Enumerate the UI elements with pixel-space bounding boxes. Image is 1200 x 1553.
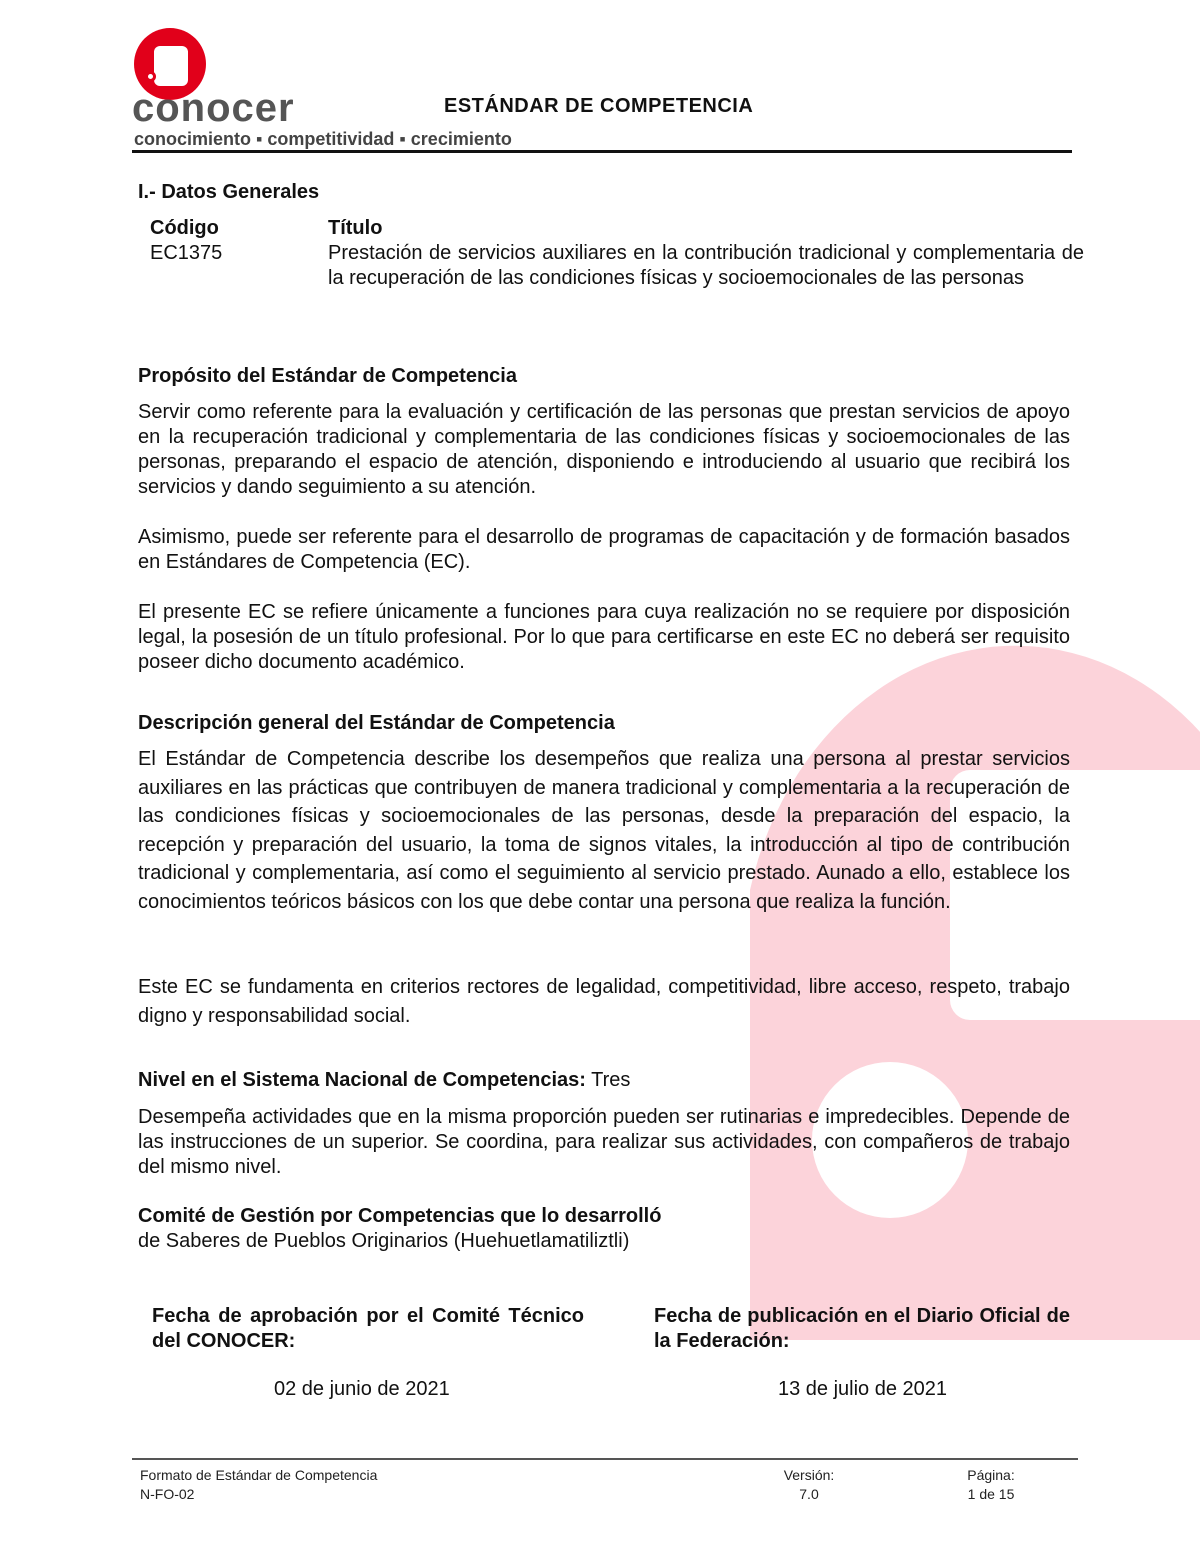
committee-name: de Saberes de Pueblos Originarios (Huehuetlamatiliztli)	[138, 1230, 630, 1252]
approval-date-label: Fecha de aprobación por el Comité Técnico del CONOCER:	[152, 1305, 584, 1352]
footer-version-value: 7.0	[799, 1486, 819, 1502]
header-divider	[132, 150, 1072, 153]
approval-date-value: 02 de junio de 2021	[274, 1378, 450, 1400]
purpose-heading: Propósito del Estándar de Competencia	[138, 365, 517, 387]
title-label: Título	[328, 217, 383, 239]
footer-page	[950, 1466, 1032, 1504]
footer-format	[140, 1466, 377, 1504]
footer-format-name: Formato de Estándar de Competencia	[140, 1467, 378, 1483]
footer-divider	[132, 1458, 1078, 1460]
title-value: Prestación de servicios auxiliares en la contribución tradicional y complementaria de la recuperación de las condiciones físicas y socioemocionales de las personas	[328, 242, 1084, 289]
footer-version	[770, 1466, 848, 1504]
description-paragraph: Este EC se fundamenta en criterios rectores de legalidad, competitividad, libre acceso, respeto, trabajo digno y responsabilidad social.	[138, 976, 1070, 1027]
publication-date-value: 13 de julio de 2021	[778, 1378, 948, 1400]
code-value: EC1375	[150, 242, 223, 264]
level-value: Tres	[591, 1069, 631, 1091]
footer-format-code: N-FO-02	[140, 1486, 195, 1502]
footer-version-label: Versión:	[783, 1467, 835, 1483]
publication-date-label: Fecha de publicación en el Diario Oficial de la Federación:	[654, 1305, 1070, 1352]
footer-page-label: Página:	[967, 1467, 1015, 1483]
purpose-paragraph: Asimismo, puede ser referente para el desarrollo de programas de capacitación y de formación basados en Estándares de Competencia (EC).	[138, 526, 1070, 573]
level-description: Desempeña actividades que en la misma proporción pueden ser rutinarias e impredecibles. Depende de las instrucciones de un superior. Se coordina, para realizar sus actividades, con compañeros de trabajo del mismo nivel.	[138, 1106, 1070, 1178]
general-data-heading: I.- Datos Generales	[138, 181, 320, 203]
footer-page-value: 1 de 15	[967, 1486, 1015, 1502]
purpose-paragraph: Servir como referente para la evaluación y certificación de las personas que prestan servicios de apoyo en la recuperación tradicional y complementaria de las condiciones físicas y socioemocionales de las personas, preparando el espacio de atención, disponiendo e introduciendo al usuario que recibirá los servicios y dando seguimiento a su atención.	[138, 401, 1070, 498]
logo-wordmark: conocer	[132, 86, 295, 130]
description-heading: Descripción general del Estándar de Competencia	[138, 712, 615, 734]
logo-tagline: conocimiento ▪ competitividad ▪ crecimiento	[134, 129, 512, 149]
committee-heading: Comité de Gestión por Competencias que lo desarrolló	[138, 1205, 662, 1227]
document-title: ESTÁNDAR DE COMPETENCIA	[444, 95, 754, 117]
purpose-paragraph: El presente EC se refiere únicamente a funciones para cuya realización no se requiere por disposición legal, la posesión de un título profesional. Por lo que para certificarse en este EC no deberá ser requisito poseer dicho documento académico.	[138, 601, 1070, 673]
conocer-logo	[132, 28, 552, 153]
code-label: Código	[150, 217, 219, 239]
level-label: Nivel en el Sistema Nacional de Competencias:	[138, 1069, 586, 1091]
level-line	[138, 1069, 630, 1092]
description-paragraph: El Estándar de Competencia describe los desempeños que realiza una persona al prestar servicios auxiliares en las prácticas que contribuyen de manera tradicional y complementaria a la recuperación de las condiciones físicas y socioemocionales de las personas, desde la preparación del espacio, la recepción y preparación del usuario, la toma de signos vitales, la introducción al tipo de contribución tradicional y complementaria, así como el seguimiento al servicio prestado. Aunado a ello, establece los conocimientos teóricos básicos con los que debe contar una persona que realiza la función.	[138, 748, 1070, 913]
